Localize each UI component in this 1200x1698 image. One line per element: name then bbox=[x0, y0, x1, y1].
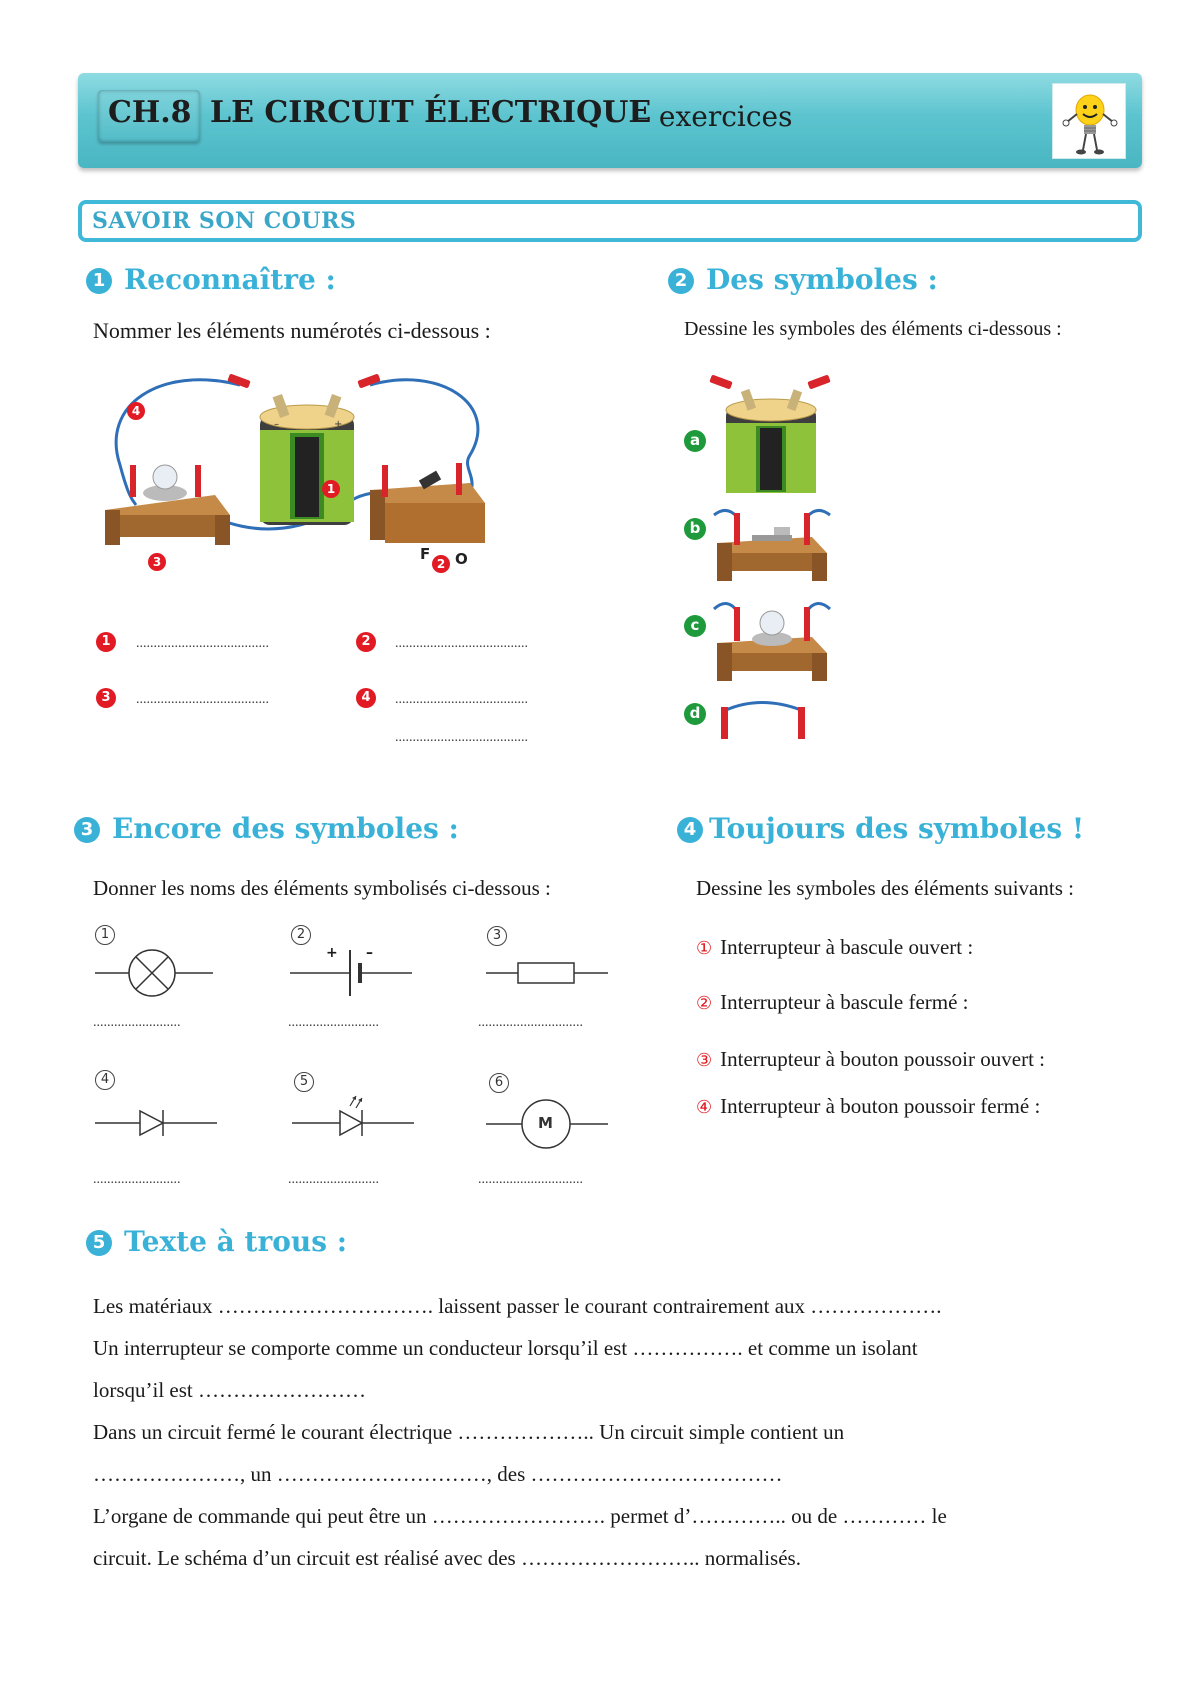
circuit-label-2: 2 bbox=[432, 555, 450, 573]
ex4-number-badge: 4 bbox=[677, 817, 703, 843]
ex2-item-b-badge: b bbox=[684, 518, 706, 540]
answer-badge-4: 4 bbox=[356, 688, 376, 708]
answer-line-3[interactable]: ...................................... bbox=[136, 692, 269, 707]
svg-text:+: + bbox=[334, 419, 343, 430]
symbol-3-answer[interactable]: .............................. bbox=[478, 1015, 583, 1030]
battery-plus-sign: + bbox=[326, 945, 338, 961]
ex3-instruction: Donner les noms des éléments symbolisés ci-dessous : bbox=[93, 876, 551, 900]
chapter-number: CH.8 bbox=[108, 95, 192, 130]
ex4-item-1: ① Interrupteur à bascule ouvert : bbox=[696, 935, 974, 959]
ex2-title: Des symboles : bbox=[706, 263, 938, 296]
section-label: SAVOIR SON COURS bbox=[92, 208, 357, 234]
lamp-symbol-icon bbox=[95, 948, 215, 998]
answer-badge-3: 3 bbox=[96, 688, 116, 708]
battery-minus-sign: – bbox=[366, 945, 373, 961]
ex1-heading bbox=[86, 263, 336, 296]
chapter-subtitle: – exercices bbox=[636, 100, 793, 133]
ex5-line-3: lorsqu’il est …………………… bbox=[93, 1378, 366, 1402]
ex4-instruction: Dessine les symboles des éléments suivants : bbox=[696, 876, 1074, 900]
symbol-1-number: 1 bbox=[95, 925, 115, 945]
ex2-item-d-badge: d bbox=[684, 703, 706, 725]
circuit-label-3: 3 bbox=[148, 553, 166, 571]
symbol-2-number: 2 bbox=[291, 925, 311, 945]
ex4-item-2: ② Interrupteur à bascule fermé : bbox=[696, 990, 969, 1014]
symbol-6-answer[interactable]: .............................. bbox=[478, 1172, 583, 1187]
ex4-heading bbox=[677, 812, 1084, 845]
motor-label: M bbox=[538, 1114, 553, 1132]
resistor-symbol-icon bbox=[486, 948, 611, 998]
lightbulb-mascot-icon bbox=[1052, 83, 1126, 159]
answer-line-2[interactable]: ...................................... bbox=[395, 636, 528, 651]
ex1-title: Reconnaître : bbox=[124, 263, 336, 296]
svg-text:–: – bbox=[274, 419, 279, 430]
chapter-title: LE CIRCUIT ÉLECTRIQUE bbox=[210, 95, 652, 130]
symbol-1-answer[interactable]: ......................... bbox=[93, 1015, 181, 1030]
answer-badge-1: 1 bbox=[96, 632, 116, 652]
symbol-5-answer[interactable]: .......................... bbox=[288, 1172, 379, 1187]
ex4-title: Toujours des symboles ! bbox=[709, 812, 1085, 845]
ex3-heading bbox=[74, 812, 459, 845]
battery-symbol-icon bbox=[290, 948, 415, 998]
answer-badge-2: 2 bbox=[356, 632, 376, 652]
ex5-line-4: Dans un circuit fermé le courant électrique ……………….. Un circuit simple contient un bbox=[93, 1420, 845, 1444]
led-symbol-icon bbox=[292, 1090, 417, 1148]
switch-mark-o: O bbox=[455, 550, 468, 568]
wire-picture bbox=[716, 695, 816, 745]
circuit-label-1: 1 bbox=[322, 480, 340, 498]
symbol-4-answer[interactable]: ......................... bbox=[93, 1172, 181, 1187]
ex5-line-5: …………………, un …………………………, des ……………………………… bbox=[93, 1462, 783, 1486]
symbol-5-number: 5 bbox=[294, 1072, 314, 1092]
ex5-number-badge: 5 bbox=[86, 1230, 112, 1256]
ex5-title: Texte à trous : bbox=[124, 1225, 348, 1258]
ex2-item-c-badge: c bbox=[684, 615, 706, 637]
ex5-line-7: circuit. Le schéma d’un circuit est réalisé avec des …………………….. normalisés. bbox=[93, 1546, 801, 1570]
ex1-number-badge: 1 bbox=[86, 268, 112, 294]
switch-picture bbox=[712, 505, 832, 585]
ex2-number-badge: 2 bbox=[668, 268, 694, 294]
ex3-title: Encore des symboles : bbox=[112, 812, 459, 845]
ex4-item-4: ④ Interrupteur à bouton poussoir fermé : bbox=[696, 1094, 1041, 1118]
symbol-3-number: 3 bbox=[487, 926, 507, 946]
symbol-2-answer[interactable]: .......................... bbox=[288, 1015, 379, 1030]
lamp-picture bbox=[712, 595, 832, 685]
ex4-item-3: ③ Interrupteur à bouton poussoir ouvert : bbox=[696, 1047, 1045, 1071]
ex5-line-2: Un interrupteur se comporte comme un conducteur lorsqu’il est ……………. et comme un isolant bbox=[93, 1336, 918, 1360]
ex2-item-a-badge: a bbox=[684, 430, 706, 452]
ex5-line-6: L’organe de commande qui peut être un ……………………. permet d’………….. ou de ………… le bbox=[93, 1504, 947, 1528]
symbol-4-number: 4 bbox=[95, 1070, 115, 1090]
battery-picture bbox=[708, 368, 838, 498]
answer-line-1[interactable]: ...................................... bbox=[136, 636, 269, 651]
ex2-instruction: Dessine les symboles des éléments ci-dessous : bbox=[684, 318, 1062, 340]
ex5-heading bbox=[86, 1225, 347, 1258]
ex1-instruction: Nommer les éléments numérotés ci-dessous : bbox=[93, 318, 491, 343]
answer-line-4-extra[interactable]: ...................................... bbox=[395, 730, 528, 745]
ex5-line-1: Les matériaux …………………………. laissent passer le courant contrairement aux ………………. bbox=[93, 1294, 942, 1318]
symbol-6-number: 6 bbox=[489, 1073, 509, 1093]
ex2-heading bbox=[668, 263, 938, 296]
circuit-label-4: 4 bbox=[127, 402, 145, 420]
switch-mark-f: F bbox=[420, 545, 431, 563]
diode-symbol-icon bbox=[95, 1098, 220, 1148]
answer-line-4[interactable]: ...................................... bbox=[395, 692, 528, 707]
ex3-number-badge: 3 bbox=[74, 817, 100, 843]
